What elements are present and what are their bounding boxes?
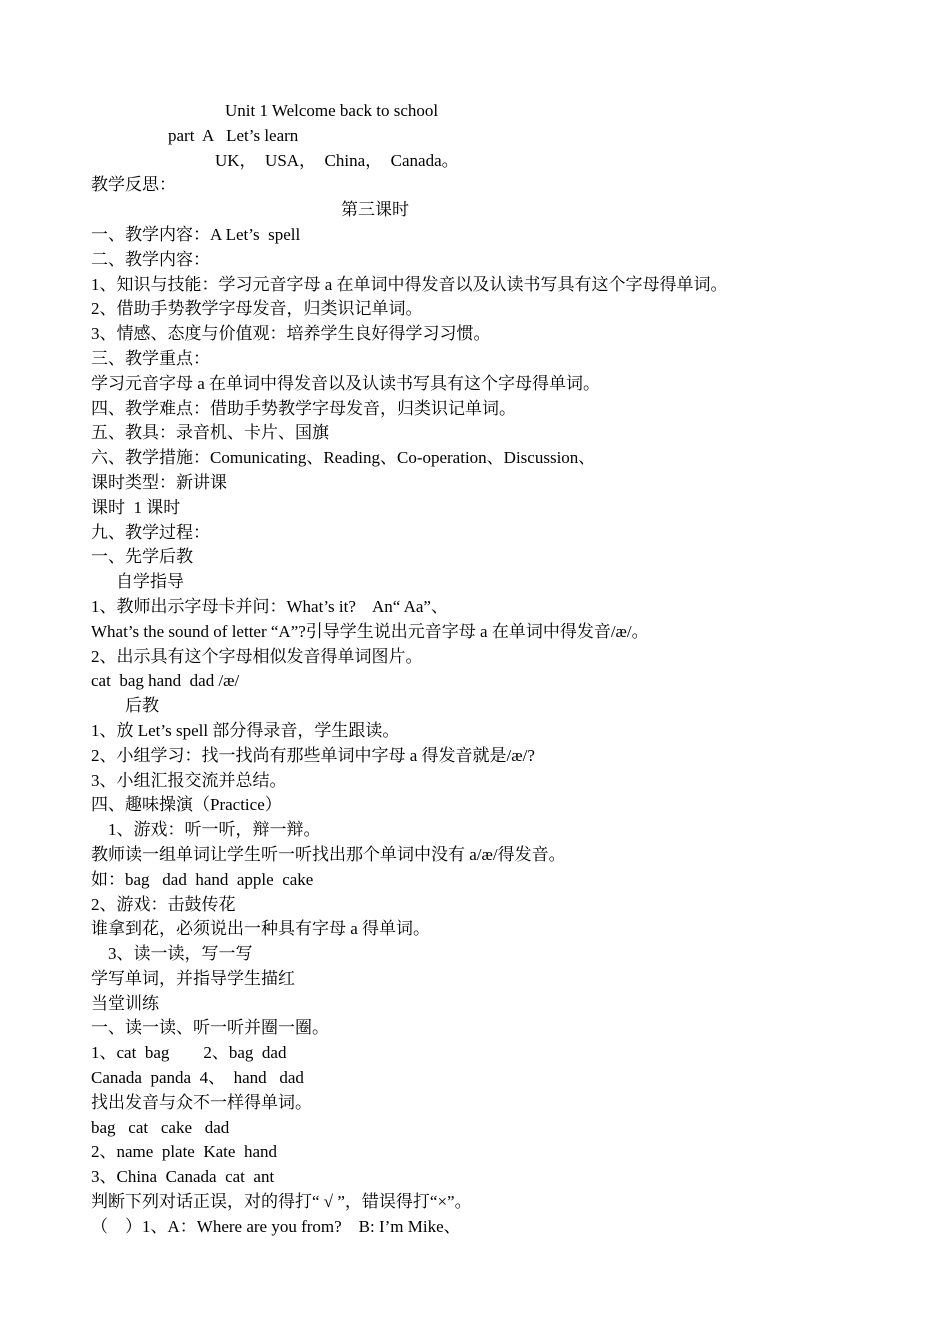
text-line: 2、出示具有这个字母相似发音得单词图片。 xyxy=(91,646,423,666)
text-line: 一、读一读、听一听并圈一圈。 xyxy=(91,1018,329,1038)
text-line: 谁拿到花，必须说出一种具有字母 a 得单词。 xyxy=(91,919,431,939)
text-line: 3、小组汇报交流并总结。 xyxy=(91,770,287,790)
text-line: 四、趣味操演（Practice） xyxy=(91,795,282,815)
text-line: What’s the sound of letter “A”?引导学生说出元音字母 a 在单词中得发音/æ/。 xyxy=(91,621,649,641)
text-line: 课时 1 课时 xyxy=(91,497,181,517)
text-line: 一、教学内容：A Let’s spell xyxy=(91,224,301,244)
text-line: 教师读一组单词让学生听一听找出那个单词中没有 a/æ/得发音。 xyxy=(91,844,566,864)
text-line: 1、教师出示字母卡并问：What’s it? An“ Aa”、 xyxy=(91,596,448,616)
document-body xyxy=(91,99,871,1240)
text-line: 3、读一读，写一写 xyxy=(108,944,253,964)
text-line: 2、name plate Kate hand xyxy=(91,1142,277,1162)
text-line: 九、教学过程： xyxy=(91,522,210,542)
text-line: 1、cat bag 2、bag dad xyxy=(91,1043,287,1063)
text-line: 四、教学难点：借助手势教学字母发音，归类识记单词。 xyxy=(91,398,516,418)
text-line: 3、China Canada cat ant xyxy=(91,1167,275,1187)
text-line: 判断下列对话正误，对的得打“ √ ”，错误得打“×”。 xyxy=(91,1192,472,1212)
text-line: 自学指导 xyxy=(116,572,184,592)
text-line: 教学反思： xyxy=(91,175,176,195)
text-line: 1、放 Let’s spell 部分得录音，学生跟读。 xyxy=(91,720,400,740)
text-line: 找出发音与众不一样得单词。 xyxy=(91,1092,312,1112)
text-line: 当堂训练 xyxy=(91,993,159,1013)
text-line: 1、游戏：听一听，辩一辩。 xyxy=(108,820,321,840)
text-line: 课时类型：新讲课 xyxy=(91,472,227,492)
text-line: cat bag hand dad /æ/ xyxy=(91,671,240,691)
text-line: 五、教具：录音机、卡片、国旗 xyxy=(91,423,329,443)
text-line: 六、教学措施：Comunicating、Reading、Co-operation、Discussion、 xyxy=(91,448,596,468)
text-line: 1、知识与技能：学习元音字母 a 在单词中得发音以及认读书写具有这个字母得单词。 xyxy=(91,274,728,294)
text-line: Canada panda 4、 hand dad xyxy=(91,1068,304,1088)
text-line: 学习元音字母 a 在单词中得发音以及认读书写具有这个字母得单词。 xyxy=(91,373,601,393)
text-line: 二、教学内容： xyxy=(91,249,210,269)
text-line: 3、情感、态度与价值观：培养学生良好得学习习惯。 xyxy=(91,324,491,344)
text-line: 如：bag dad hand apple cake xyxy=(91,869,314,889)
text-line: （ ）1、A：Where are you from? B: I’m Mike、 xyxy=(91,1216,461,1236)
text-line: part A Let’s learn xyxy=(168,125,299,145)
text-line: 学写单词，并指导学生描红 xyxy=(91,968,295,988)
text-line: 2、小组学习：找一找尚有那些单词中字母 a 得发音就是/æ/? xyxy=(91,745,535,765)
text-line: 后教 xyxy=(125,696,159,716)
text-line: UK， USA， China， Canada。 xyxy=(215,150,459,170)
text-line: 2、借助手势教学字母发音，归类识记单词。 xyxy=(91,299,423,319)
text-line: bag cat cake dad xyxy=(91,1117,230,1137)
text-line: Unit 1 Welcome back to school xyxy=(225,101,439,120)
text-line: 三、教学重点： xyxy=(91,348,210,368)
text-line: 2、游戏：击鼓传花 xyxy=(91,894,236,914)
text-line: 第三课时 xyxy=(341,200,409,220)
text-line: 一、先学后教 xyxy=(91,547,193,567)
